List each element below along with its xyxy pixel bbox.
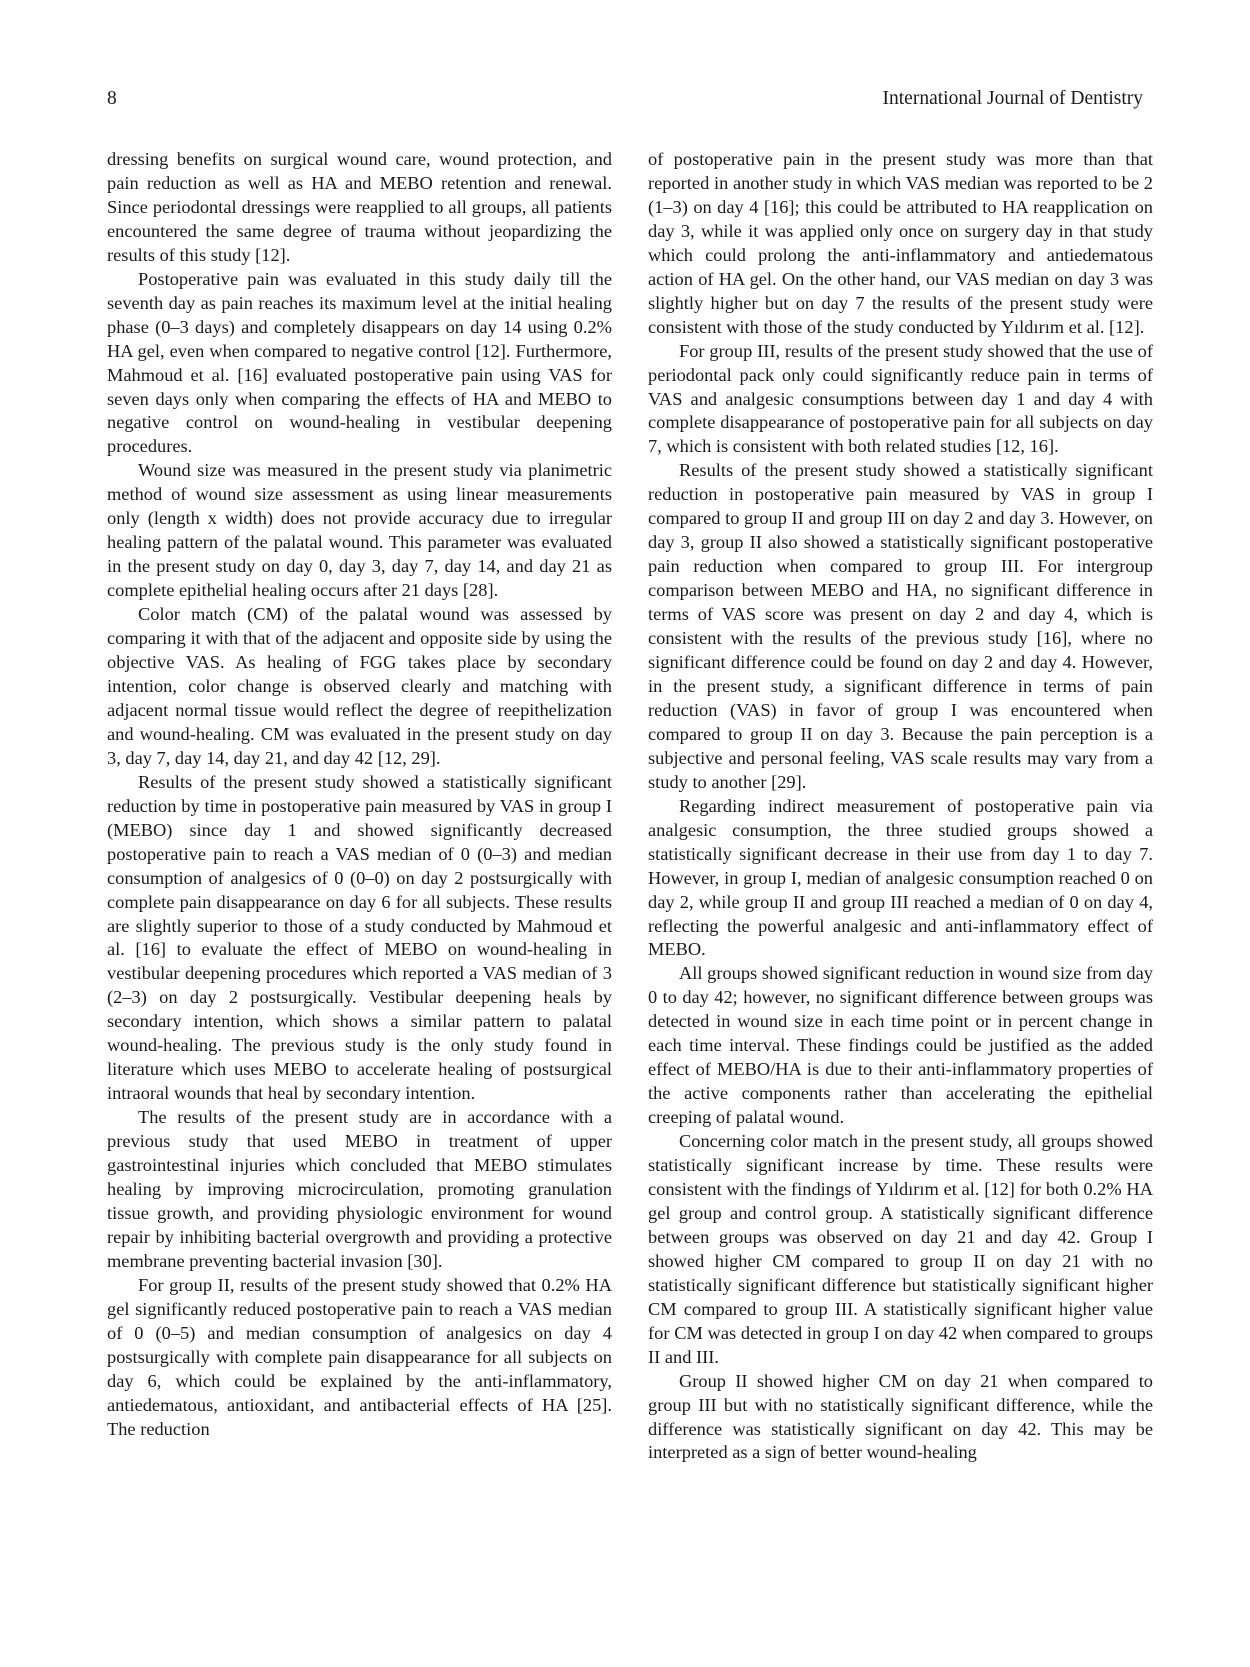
paragraph: The results of the present study are in accordance with a previous study that used MEBO in treatment of upper gastrointestinal injuries which concluded that MEBO stimulates healing by improving microcirculation, promoting granulation tissue growth, and providing physiologic environment for wound repair by inhibiting bacterial overgrowth and providing a protective membrane preventing bacterial invasion [30]. bbox=[107, 1107, 612, 1271]
paragraph: dressing benefits on surgical wound care, wound protection, and pain reduction as well as HA and MEBO retention and renewal. Since periodontal dressings were reapplied to all groups, all patients encountered the same degree of trauma without jeopardizing the results of this study [12]. bbox=[107, 149, 612, 265]
left-column bbox=[107, 148, 612, 1441]
paragraph: For group II, results of the present study showed that 0.2% HA gel significantly reduced postoperative pain to reach a VAS median of 0 (0–5) and median consumption of analgesics on day 4 postsurgically with complete pain disappearance for all subjects on day 6, which could be explained by the anti-inflammatory, antiedematous, antioxidant, and antibacterial effects of HA [25]. The reduction bbox=[107, 1274, 612, 1439]
paragraph: Results of the present study showed a statistically significant reduction in postoperative pain measured by VAS in group I compared to group II and group III on day 2 and day 3. However, on day 3, group II also showed a statistically significant postoperative pain reduction when compared to group III. For intergroup comparison between MEBO and HA, no significant difference in terms of VAS score was present on day 2 and day 4, which is consistent with the results of the previous study [16], where no significant difference could be found on day 2 and day 4. However, in the present study, a significant difference in terms of pain reduction (VAS) in favor of group I was encountered when compared to group II on day 3. Because the pain perception is a subjective and personal feeling, VAS scale results may vary from a study to another [29]. bbox=[648, 460, 1153, 792]
paragraph: Group II showed higher CM on day 21 when compared to group III but with no statistically significant difference, while the difference was statistically significant on day 42. This may be interpreted as a sign of better wound-healing bbox=[648, 1370, 1153, 1463]
paragraph: Results of the present study showed a statistically significant reduction by time in postoperative pain measured by VAS in group I (MEBO) since day 1 and showed significantly decreased postoperative pain to reach a VAS median of 0 (0–3) and median consumption of analgesics of 0 (0–0) on day 2 postsurgically with complete pain disappearance on day 6 for all subjects. These results are slightly superior to those of a study conducted by Mahmoud et al. [16] to evaluate the effect of MEBO on wound-healing in vestibular deepening procedures which reported a VAS median of 3 (2–3) on day 2 postsurgically. Vestibular deepening heals by secondary intention, which shows a similar pattern to palatal wound-healing. The previous study is the only study found in literature which uses MEBO to accelerate healing of postsurgical intraoral wounds that heal by secondary intention. bbox=[107, 771, 612, 1104]
paragraph: All groups showed significant reduction in wound size from day 0 to day 42; however, no significant difference between groups was detected in wound size in each time point or in percent change in each time interval. These findings could be justified as the added effect of MEBO/HA is due to their anti-inflammatory properties of the active components rather than accelerating the epithelial creeping of palatal wound. bbox=[648, 963, 1153, 1128]
page-number: 8 bbox=[107, 88, 117, 109]
running-header bbox=[107, 88, 1143, 118]
paragraph: Concerning color match in the present study, all groups showed statistically significant increase by time. These results were consistent with the findings of Yıldırım et al. [12] for both 0.2% HA gel group and control group. A statistically significant difference between groups was observed on day 21 and day 42. Group I showed higher CM compared to group II on day 21 with no statistically significant difference but statistically significant higher CM compared to group III. A statistically significant higher value for CM was detected in group I on day 42 when compared to groups II and III. bbox=[648, 1131, 1153, 1367]
right-column bbox=[648, 148, 1153, 1465]
paragraph: of postoperative pain in the present study was more than that reported in another study in which VAS median was reported to be 2 (1–3) on day 4 [16]; this could be attributed to HA reapplication on day 3, while it was applied only once on surgery day in that study which could prolong the anti-inflammatory and antiedematous action of HA gel. On the other hand, our VAS median on day 3 was slightly higher but on day 7 the results of the present study were consistent with those of the study conducted by Yıldırım et al. [12]. bbox=[648, 149, 1153, 337]
paragraph: For group III, results of the present study showed that the use of periodontal pack only could significantly reduce pain in terms of VAS and analgesic consumptions between day 1 and day 4 with complete disappearance of postoperative pain for all subjects on day 7, which is consistent with both related studies [12, 16]. bbox=[648, 340, 1153, 457]
paragraph: Wound size was measured in the present study via planimetric method of wound size assessment as using linear measurements only (length x width) does not provide accuracy due to irregular healing pattern of the palatal wound. This parameter was evaluated in the present study on day 0, day 3, day 7, day 14, and day 21 as complete epithelial healing occurs after 21 days [28]. bbox=[107, 460, 612, 601]
paragraph: Postoperative pain was evaluated in this study daily till the seventh day as pain reaches its maximum level at the initial healing phase (0–3 days) and completely disappears on day 14 using 0.2% HA gel, even when compared to negative control [12]. Furthermore, Mahmoud et al. [16] evaluated postoperative pain using VAS for seven days only when comparing the effects of HA and MEBO to negative control on wound-healing in vestibular deepening procedures. bbox=[107, 268, 612, 457]
paragraph: Color match (CM) of the palatal wound was assessed by comparing it with that of the adjacent and opposite side by using the objective VAS. As healing of FGG takes place by secondary intention, color change is observed clearly and matching with adjacent normal tissue would reflect the degree of reepithelization and wound-healing. CM was evaluated in the present study on day 3, day 7, day 14, day 21, and day 42 [12, 29]. bbox=[107, 604, 612, 768]
paragraph: Regarding indirect measurement of postoperative pain via analgesic consumption, the three studied groups showed a statistically significant decrease in their use from day 1 to day 7. However, in group I, median of analgesic consumption reached 0 on day 2, while group II and group III reached a median of 0 on day 4, reflecting the powerful analgesic and anti-inflammatory effect of MEBO. bbox=[648, 795, 1153, 960]
journal-title: International Journal of Dentistry bbox=[882, 88, 1143, 109]
